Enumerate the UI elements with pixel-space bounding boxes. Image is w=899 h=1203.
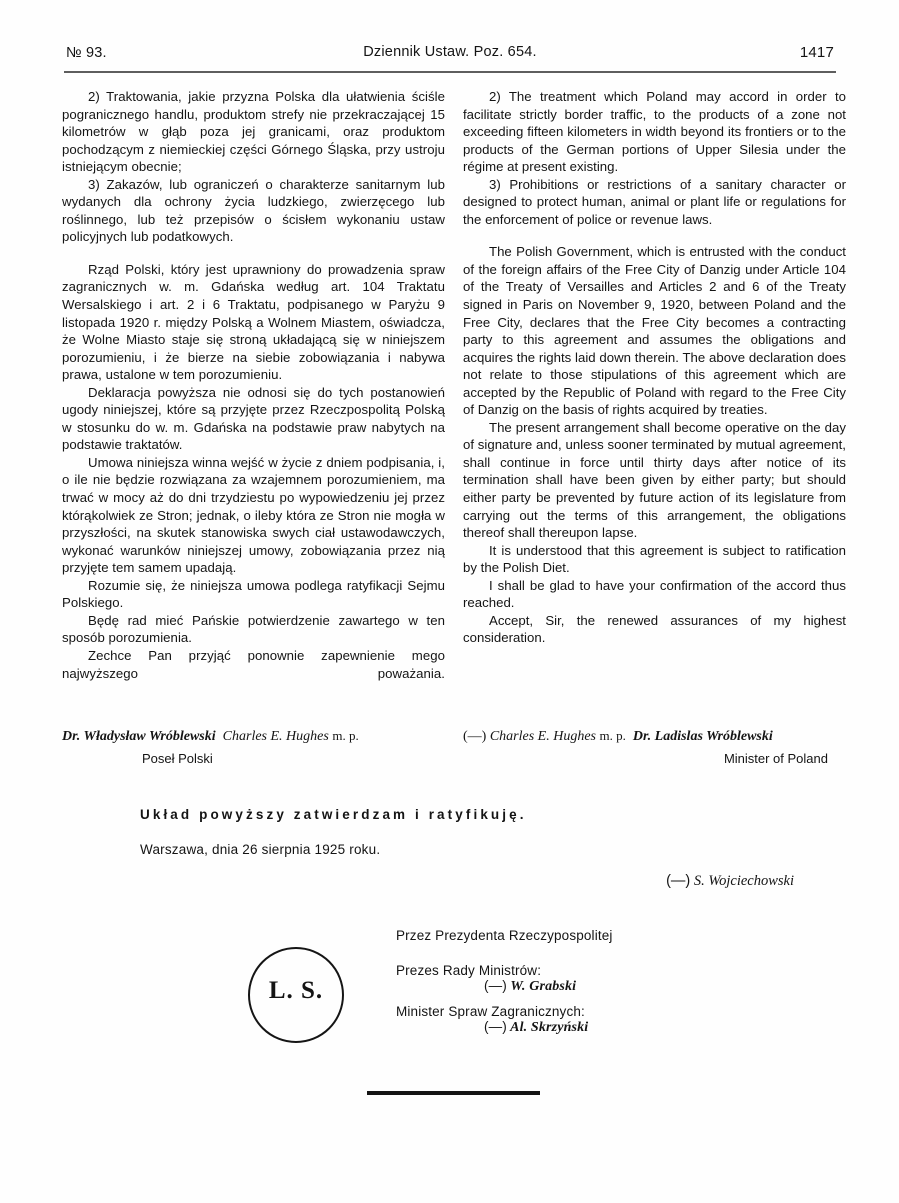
signed-dash: (—): [484, 1019, 507, 1034]
signature-mp-mark: m. p.: [332, 728, 359, 743]
foreign-minister-signature: [396, 1019, 613, 1036]
prime-minister-label: Prezes Rady Ministrów:: [396, 963, 542, 978]
paragraph: 3) Prohibitions or restrictions of a sanitary character or designed to protect human, animal or plant life or regulations for the enforcement of police or revenue laws.: [463, 176, 846, 227]
ratification-place-date: Warszawa, dnia 26 sierpnia 1925 roku.: [140, 842, 381, 857]
spacer: [396, 943, 613, 963]
paragraph: Umowa niniejsza winna wejść w życie z dniem podpisania, i, o ile nie będzie rozwiązana za wzajemnem porozumieniem, ma trwać w mocy aż do dni trzydziestu po wypowiedzeniu jej przez którąkolwiek ze Stron; jednak, o ileby która ze Stron nie mogła w przyszłości, na skutek stanowiska swych ciał ustawodawczych, wykonać warunków niniejszej umowy, zobowiązania przez nią przyjęte tem samem upadają.: [62, 454, 445, 576]
paragraph: The Polish Government, which is entrusted with the conduct of the foreign affairs of the Free City of Danzig under Article 104 of the Treaty of Versailles and Articles 2 and 6 of the Treaty signed in Paris on November 9, 1920, between Poland and the Free City, declares that the Free City becomes a contracting party to this agreement and assumes the obligations and acquires the rights laid down therein. The above declaration does not relate to those stipulations of this agreement which are accepted by the Republic of Poland with regard to the Free City of Danzig on the basis of rights acquired by treaties.: [463, 244, 846, 418]
column-english: [463, 88, 846, 700]
paragraph: Zechce Pan przyjąć ponownie zapewnienie mego najwyższego poważania.: [62, 647, 445, 681]
foreign-minister-name: Al. Skrzyński: [510, 1020, 589, 1035]
paragraph: I shall be glad to have your confirmation of the accord thus reached.: [463, 577, 846, 611]
prime-minister-signature: [396, 978, 613, 995]
header-page-number: 1417: [799, 44, 834, 61]
paragraph: Deklaracja powyższa nie odnosi się do tych postanowień ugody niniejszej, które są przyjęte przez Rzeczpospolitą Polską w stosunku do w. m. Gdańska na podstawie praw nabytych na podstawie traktatów.: [62, 384, 445, 453]
signature-name-hughes: Charles E. Hughes: [489, 729, 596, 744]
paragraph: Rozumie się, że niniejsza umowa podlega ratyfikacji Sejmu Polskiego.: [62, 577, 445, 611]
ratification-statement: Układ powyższy zatwierdzam i ratyfikuję.: [140, 807, 527, 822]
signature-block-english: [463, 728, 846, 766]
signed-dash: (—): [463, 729, 487, 744]
signature-block-polish: [62, 728, 445, 766]
paragraph: Rząd Polski, który jest uprawniony do prowadzenia spraw zagranicznych w. m. Gdańska według art. 104 Traktatu Wersalskiego i art. 2 i 6 Traktatu, podpisanego w Paryżu 9 listopada 1920 r. między Polską a Wolnem Miastem, oświadcza, że Wolne Miasto staje się stroną układającą się w niniejszem porozumieniu, i że bierze na siebie zobowiązania i nabywa prawa, ustalone w tem porozumieniu.: [62, 261, 445, 383]
bottom-ornament-rule: [367, 1091, 540, 1095]
foreign-minister-label: Minister Spraw Zagranicznych:: [396, 1004, 585, 1019]
paragraph: 2) Traktowania, jakie przyzna Polska dla ułatwienia ściśle pogranicznego handlu, produktom strefy nie przekraczającej 15 kilometrów w głąb poza jej granicami, oraz produktom pochodzącym z niemieckiej części Górnego Śląska, przy ustroju istniejącym obecnie;: [62, 89, 445, 175]
countersignature-block: [396, 928, 613, 1036]
ratification-signature: [0, 873, 794, 890]
signature-name-wroblewski: Dr. Władysław Wróblewski: [62, 729, 216, 744]
paragraph: Accept, Sir, the renewed assurances of my highest consideration.: [463, 612, 846, 646]
signature-name-ladislas-wroblewski: Dr. Ladislas Wróblewski: [632, 729, 773, 744]
header-divider-rule: [64, 71, 836, 73]
spacer: [396, 995, 613, 1004]
column-polish: [62, 88, 445, 700]
signature-names: [463, 728, 846, 745]
paragraph: It is understood that this agreement is subject to ratification by the Polish Diet.: [463, 542, 846, 576]
by-president-line: Przez Prezydenta Rzeczypospolitej: [396, 928, 613, 943]
signature-mp-mark: m. p.: [599, 728, 626, 743]
page-header: [66, 44, 834, 68]
header-issue-number: № 93.: [66, 45, 107, 61]
prime-minister-name: W. Grabski: [510, 979, 577, 994]
signed-dash: (—): [484, 978, 507, 993]
signature-name-hughes: Charles E. Hughes: [222, 729, 329, 744]
paragraph: Będę rad mieć Pańskie potwierdzenie zawartego w ten sposób porozumienia.: [62, 612, 445, 646]
two-column-body: [62, 88, 846, 700]
signature-names: [62, 728, 445, 745]
header-title: Dziennik Ustaw. Poz. 654.: [363, 44, 537, 60]
president-name: S. Wojciechowski: [693, 873, 794, 889]
locus-sigilli-seal: [248, 947, 344, 1043]
signature-row: [62, 728, 846, 766]
signed-dash: (—): [666, 873, 691, 889]
paragraph: The present arrangement shall become operative on the day of signature and, unless sooner terminated by mutual agreement, shall continue in force until thirty days after notice of its termination shall have been given by either party; but should either party be prevented by future action of its legislature from carrying out the terms of this arrangement, the obligations thereof shall thereupon lapse.: [463, 419, 846, 541]
paragraph: 2) The treatment which Poland may accord in order to facilitate strictly border traffic, to the products of a zone not exceeding fifteen kilometers in width beyond its frontiers or to the products of the German portions of Upper Silesia under the régime at present existing.: [463, 89, 846, 175]
signature-title-posel-polski: Poseł Polski: [142, 751, 213, 766]
seal-label: L. S.: [268, 977, 324, 1004]
signature-title-minister-of-poland: Minister of Poland: [723, 751, 828, 766]
paragraph: 3) Zakazów, lub ograniczeń o charakterze sanitarnym lub wydanych dla ochrony życia ludzkiego, zwierzęcego lub roślinnego, lub też przepisów o ścisłem wykonaniu ustaw policyjnych lub podatkowych.: [62, 176, 445, 245]
